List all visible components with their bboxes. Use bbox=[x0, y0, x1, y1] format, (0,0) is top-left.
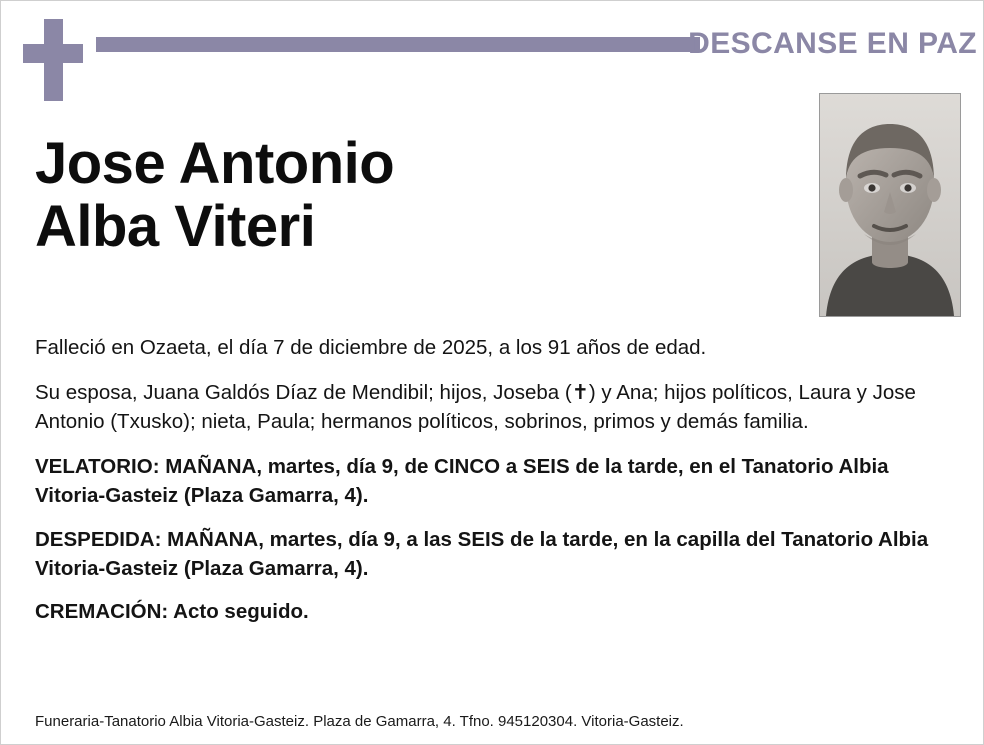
cross-icon bbox=[23, 19, 83, 101]
cross-horizontal-bar bbox=[23, 44, 83, 63]
notice-body bbox=[35, 333, 947, 640]
velatorio-line: VELATORIO: MAÑANA, martes, día 9, de CINCO a SEIS de la tarde, en el Tanatorio Albia Vitoria-Gasteiz (Plaza Gamarra, 4). bbox=[35, 455, 889, 508]
name-line-1: Jose Antonio bbox=[35, 131, 395, 196]
portrait-photo bbox=[819, 93, 961, 317]
notice-header bbox=[1, 1, 983, 101]
death-line: Falleció en Ozaeta, el día 7 de diciembre de 2025, a los 91 años de edad. bbox=[35, 336, 707, 359]
family-line: Su esposa, Juana Galdós Díaz de Mendibil; hijos, Joseba (✝) y Ana; hijos políticos, Laura y Jose Antonio (Txusko); nieta, Paula; hermanos políticos, sobrinos, primos y demás familia. bbox=[35, 381, 916, 434]
header-rule bbox=[96, 37, 700, 52]
name-line-2: Alba Viteri bbox=[35, 193, 316, 259]
funeral-home-info: Funeraria-Tanatorio Albia Vitoria-Gasteiz. Plaza de Gamarra, 4. Tfno. 945120304. Vitoria-Gasteiz. bbox=[35, 713, 684, 730]
portrait-illustration bbox=[820, 94, 960, 316]
cremacion-line: CREMACIÓN: Acto seguido. bbox=[35, 599, 309, 623]
page-title bbox=[35, 133, 755, 258]
rest-in-peace-text: DESCANSE EN PAZ bbox=[688, 27, 977, 60]
despedida-line: DESPEDIDA: MAÑANA, martes, día 9, a las SEIS de la tarde, en la capilla del Tanatorio Albia Vitoria-Gasteiz (Plaza Gamarra, 4). bbox=[35, 527, 929, 580]
